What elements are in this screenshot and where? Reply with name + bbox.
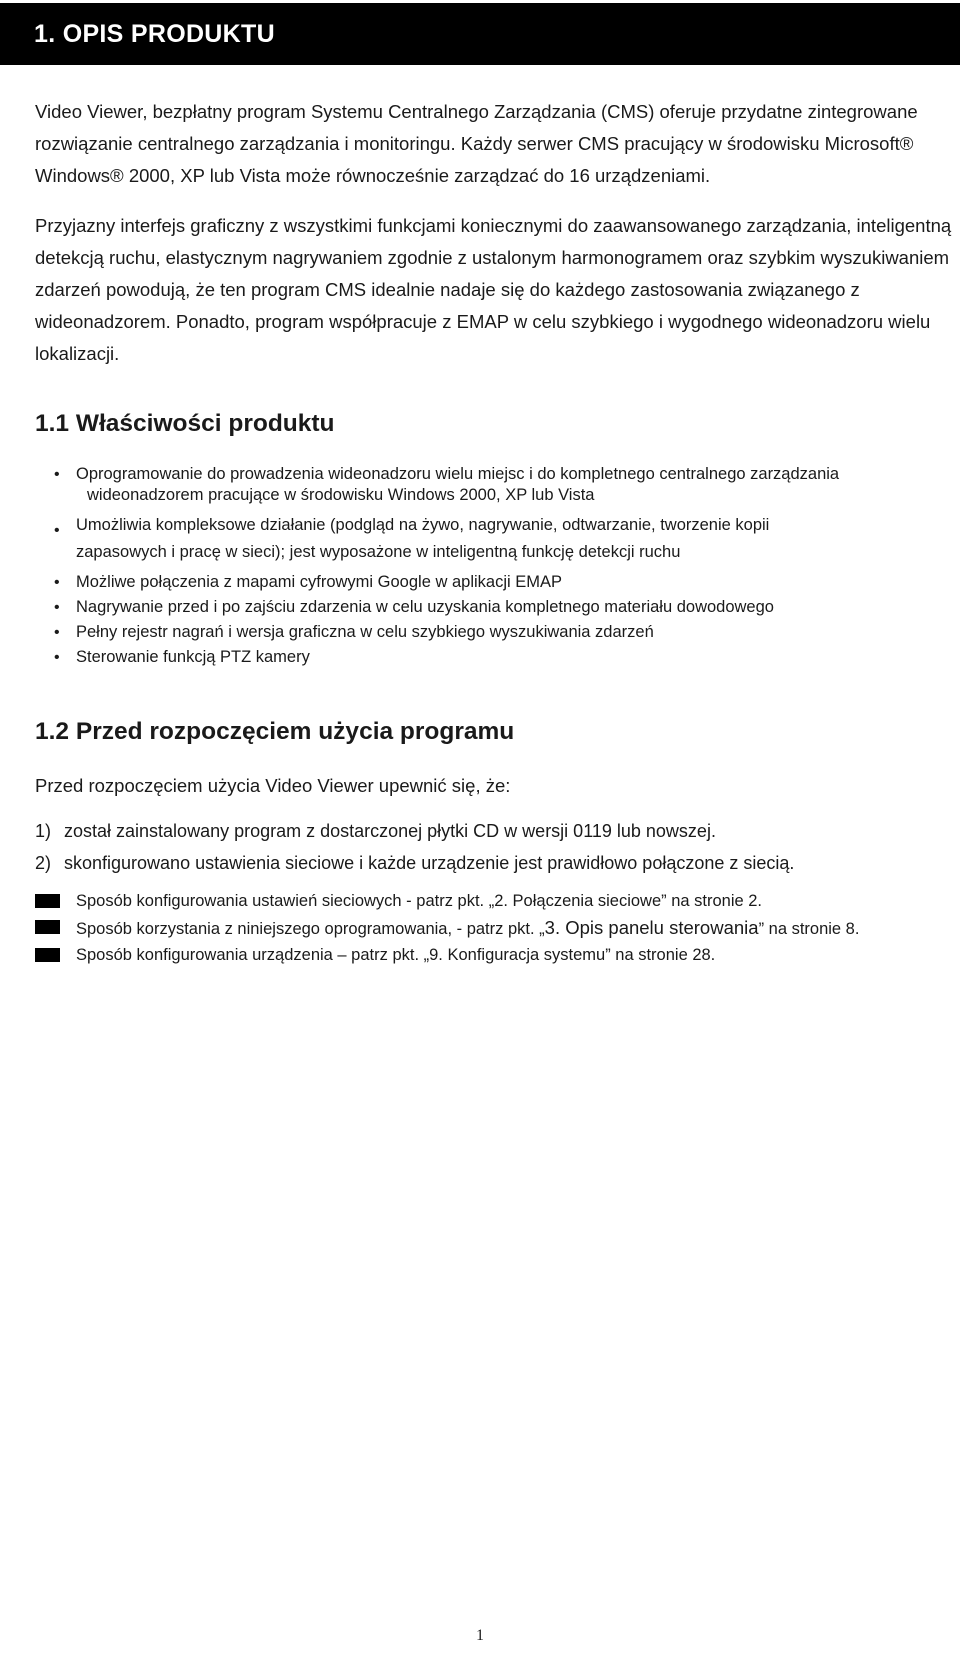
page-number: 1 [476, 1627, 484, 1644]
list-item-text: Nagrywanie przed i po zajściu zdarzenia w celu uzyskania kompletnego materiału dowodowego [76, 598, 774, 616]
description-paragraph: Przyjazny interfejs graficzny z wszystkimi funkcjami koniecznymi do zaawansowanego zarządzania, inteligentną detekcją ruchu, elastycznym nagrywaniem zgodnie z ustalonym harmonogramem oraz szybkim wyszukiwaniem zdarzeń powodują, że ten program CMS idealnie nadaje się do każdego zastosowania związanego z wideonadzorem. Ponadto, program współpracuje z EMAP w celu szybkiego i wygodnego wideonadzoru wielu lokalizacji. [35, 215, 952, 364]
page-title: 1. OPIS PRODUKTU [34, 20, 275, 48]
list-item-text-continued: wideonadzorem pracujące w środowisku Windows 2000, XP lub Vista [87, 486, 595, 504]
step-text: skonfigurowano ustawienia sieciowe i każde urządzenie jest prawidłowo połączone z siecią. [64, 853, 795, 873]
list-item [35, 847, 960, 879]
step-text: został zainstalowany program z dostarczonej płytki CD w wersji 0119 lub nowszej. [64, 821, 716, 841]
step-number: 1) [35, 821, 52, 841]
list-item-text-continued: zapasowych i pracę w sieci); jest wyposażone w inteligentną funkcję detekcji ruchu [76, 543, 681, 561]
list-item-text: Oprogramowanie do prowadzenia wideonadzoru wielu miejsc i do kompletnego centralnego zarządzania [76, 465, 840, 483]
list-item [35, 510, 960, 568]
list-item [35, 464, 960, 506]
bullet-icon: • [54, 574, 60, 591]
section-heading-features: 1.1 Właściwości produktu [35, 410, 335, 437]
feature-list [35, 464, 960, 668]
list-item [35, 891, 960, 912]
note-text-suffix: ” na stronie 8. [758, 920, 860, 938]
list-item-text: Sterowanie funkcją PTZ kamery [76, 648, 310, 666]
bullet-icon: • [54, 466, 60, 483]
bullet-icon: • [54, 649, 60, 666]
list-item-text: Pełny rejestr nagrań i wersja graficzna w celu szybkiego wyszukiwania zdarzeń [76, 623, 654, 641]
note-text: Sposób konfigurowania ustawień sieciowych - patrz pkt. „2. Połączenia sieciowe” na stronie 2. [76, 892, 763, 910]
bullet-icon: • [54, 522, 60, 539]
list-item-text: Umożliwia kompleksowe działanie (podgląd na żywo, nagrywanie, odtwarzanie, tworzenie kopii [76, 516, 770, 534]
requirements-list [35, 815, 960, 879]
step-number: 2) [35, 853, 52, 873]
note-text-prefix: Sposób korzystania z niniejszego oprogramowania, - patrz pkt. „ [76, 920, 545, 938]
note-text: Sposób konfigurowania urządzenia – patrz pkt. „9. Konfiguracja systemu” na stronie 28. [76, 946, 716, 964]
square-bullet-icon [35, 920, 60, 934]
list-item [35, 917, 960, 940]
bullet-icon: • [54, 624, 60, 641]
document-body [35, 96, 960, 971]
section-heading-before-use: 1.2 Przed rozpoczęciem użycia programu [35, 718, 515, 745]
list-item [35, 572, 960, 593]
title-bar [0, 3, 960, 65]
list-item [35, 647, 960, 668]
list-item [35, 597, 960, 618]
list-item [35, 622, 960, 643]
list-item-text: Możliwe połączenia z mapami cyfrowymi Google w aplikacji EMAP [76, 573, 563, 591]
note-text-emphasis: 3. Opis panelu sterowania [544, 917, 759, 938]
bullet-icon: • [54, 599, 60, 616]
list-item [35, 945, 960, 966]
before-use-intro: Przed rozpoczęciem użycia Video Viewer upewnić się, że: [35, 775, 511, 796]
list-item [35, 815, 960, 847]
square-bullet-icon [35, 948, 60, 962]
intro-paragraph: Video Viewer, bezpłatny program Systemu Centralnego Zarządzania (CMS) oferuje przydatne zintegrowane rozwiązanie centralnego zarządzania i monitoringu. Każdy serwer CMS pracujący w środowisku Microsoft® Windows® 2000, XP lub Vista może równocześnie zarządzać do 16 urządzeniami. [35, 101, 918, 186]
reference-notes [35, 891, 960, 966]
square-bullet-icon [35, 894, 60, 908]
